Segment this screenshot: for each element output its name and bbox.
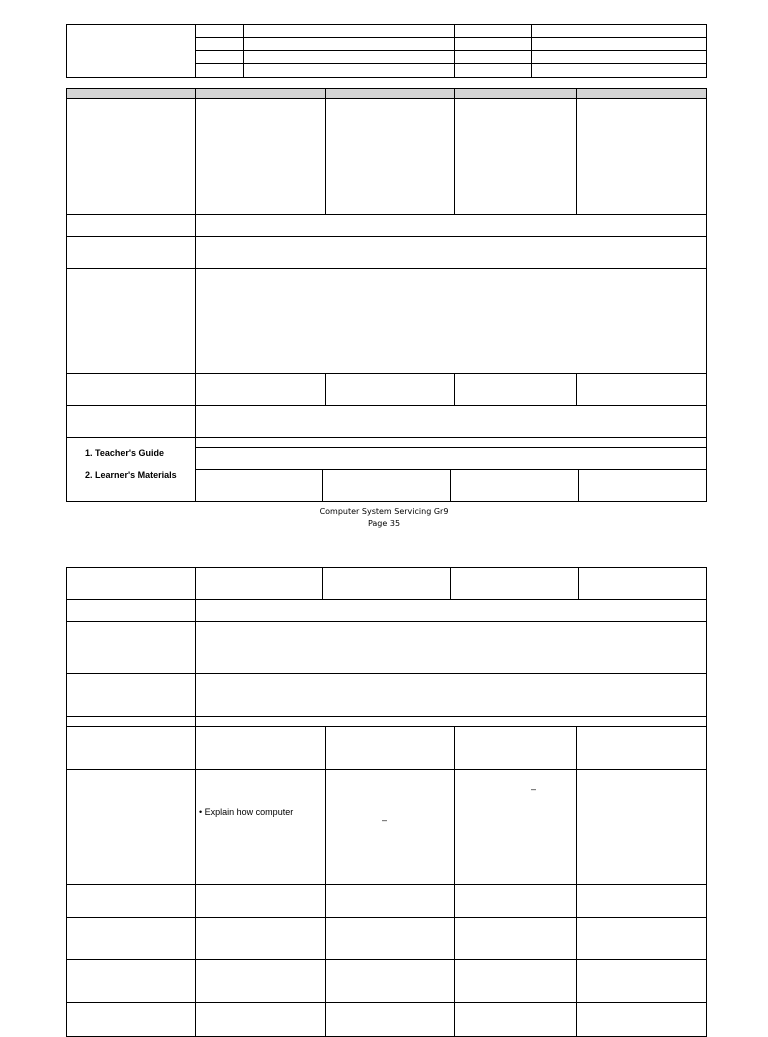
column-line xyxy=(322,567,323,599)
row-line xyxy=(66,917,707,918)
row-line xyxy=(66,959,707,960)
row-line xyxy=(66,673,707,674)
header-table xyxy=(66,24,707,78)
row-line xyxy=(66,373,707,374)
column-line xyxy=(576,88,577,214)
column-line xyxy=(454,373,455,405)
column-line xyxy=(576,726,577,1037)
continuation-table xyxy=(66,567,707,1037)
dash-mark: – xyxy=(382,815,388,825)
column-line xyxy=(195,567,196,1037)
row-line xyxy=(66,268,707,269)
header-row-line xyxy=(195,50,707,51)
header-divider xyxy=(531,24,532,78)
column-line xyxy=(578,469,579,502)
column-line xyxy=(454,726,455,1037)
footer-title: Computer System Servicing Gr9 xyxy=(319,507,449,516)
row-line xyxy=(195,469,707,470)
footer-page xyxy=(0,519,768,528)
column-line xyxy=(450,469,451,502)
column-line xyxy=(450,567,451,599)
learners-materials-label: 2. Learner's Materials xyxy=(85,470,177,480)
header-divider xyxy=(454,24,455,78)
header-divider xyxy=(195,24,196,78)
row-line xyxy=(66,621,707,622)
column-line xyxy=(325,88,326,214)
teachers-guide-label: 1. Teacher's Guide xyxy=(85,448,165,458)
column-line xyxy=(325,726,326,1037)
row-line xyxy=(66,437,707,438)
column-line xyxy=(195,88,196,502)
column-line xyxy=(325,373,326,405)
column-line xyxy=(322,469,323,502)
lesson-plan-table xyxy=(66,88,707,502)
row-line xyxy=(66,214,707,215)
dash-mark: – xyxy=(531,784,537,794)
column-line xyxy=(578,567,579,599)
header-row-line xyxy=(195,37,707,38)
row-line xyxy=(66,236,707,237)
row-line xyxy=(195,447,707,448)
row-line xyxy=(66,769,707,770)
row-line xyxy=(66,726,707,727)
row-line xyxy=(66,98,707,99)
page-label: Page xyxy=(367,519,390,528)
column-line xyxy=(576,373,577,405)
header-divider xyxy=(243,24,244,78)
header-row-line xyxy=(195,63,707,64)
column-line xyxy=(454,88,455,214)
row-line xyxy=(66,1002,707,1003)
row-line xyxy=(66,884,707,885)
page-number: 35 xyxy=(389,519,401,528)
explain-computer-text: • Explain how computer xyxy=(199,807,294,817)
row-line xyxy=(66,599,707,600)
row-line xyxy=(66,405,707,406)
row-line xyxy=(66,716,707,717)
